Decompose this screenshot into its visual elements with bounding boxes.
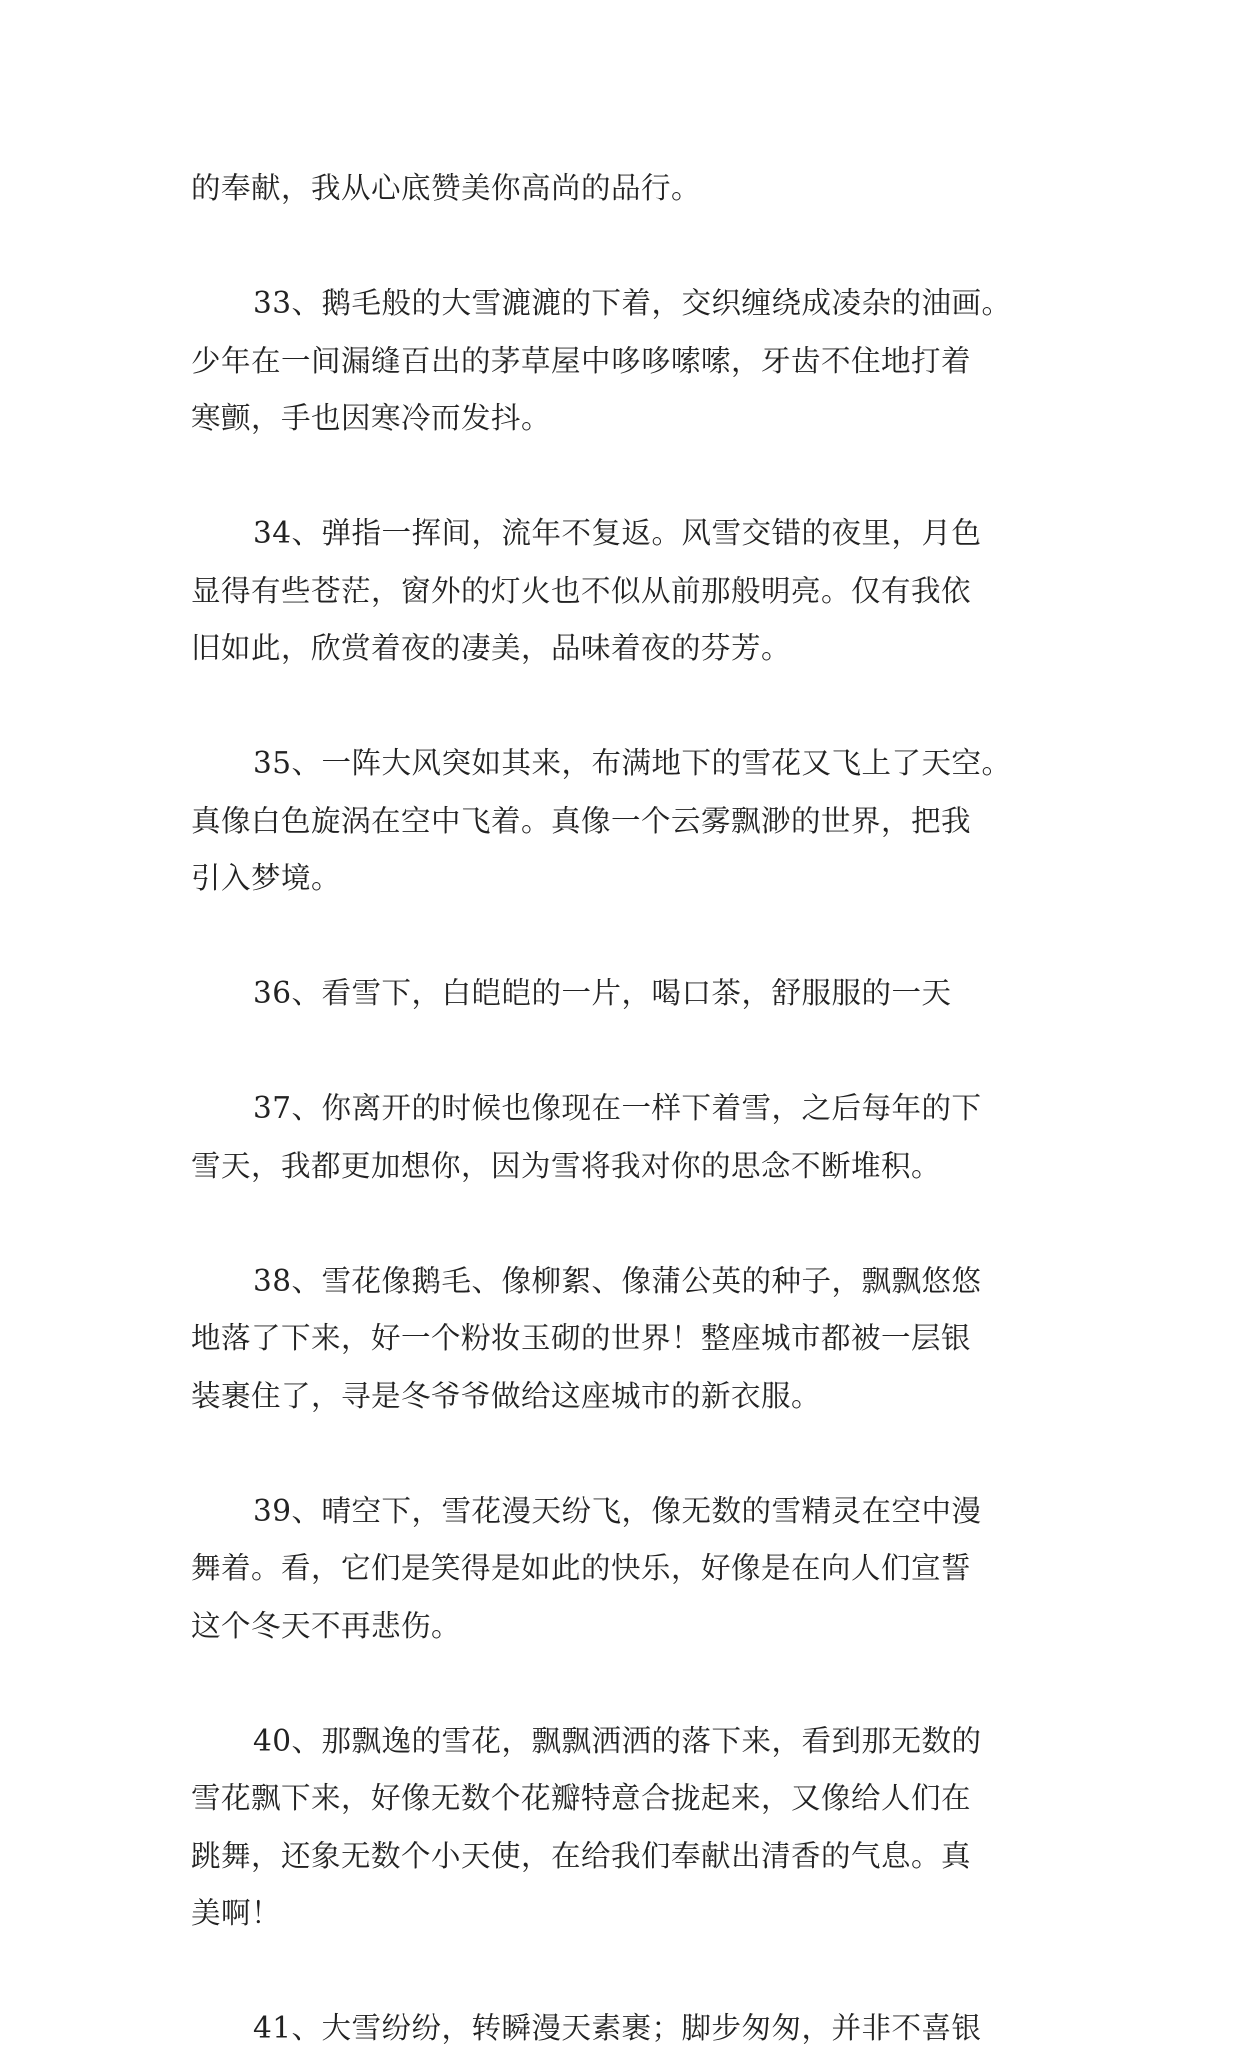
paragraph-first-line: 39、晴空下，雪花漫天纷飞，像无数的雪精灵在空中漫 [253,1493,982,1528]
body-text [191,160,1071,2058]
paragraph-first-line: 35、一阵大风突如其来，布满地下的雪花又飞上了天空。 [253,746,1012,780]
paragraph-gap [191,1195,1071,1253]
paragraph-gap [191,1425,1071,1483]
paragraph-line: 的奉献，我从心底赞美你高尚的品行。 [191,171,702,205]
paragraph-first-line: 41、大雪纷纷，转瞬漫天素裹；脚步匆匆，并非不喜银 [253,2011,982,2045]
paragraph-first-line: 37、你离开的时候也像现在一样下着雪，之后每年的下 [253,1091,982,1125]
paragraph-line: 装裹住了，寻是冬爷爷做给这座城市的新衣服。 [191,1378,822,1413]
paragraph-first-line: 40、那飘逸的雪花，飘飘洒洒的落下来，看到那无数的 [253,1723,982,1758]
paragraph-line: 雪天，我都更加想你，因为雪将我对你的思念不断堆积。 [191,1148,942,1183]
paragraph-gap [191,1943,1071,2001]
paragraph-line: 美啊！ [191,1896,282,1930]
paragraph-line: 地落了下来，好一个粉妆玉砌的世界！整座城市都被一层银 [191,1321,972,1355]
paragraph-line: 跳舞，还象无数个小天使，在给我们奉献出清香的气息。真 [191,1838,972,1873]
paragraph-line: 旧如此，欣赏着夜的凄美，品味着夜的芬芳。 [191,631,792,665]
paragraph-line: 引入梦境。 [191,861,342,895]
paragraph-line: 这个冬天不再悲伤。 [191,1608,462,1643]
paragraph-line: 舞着。看，它们是笑得是如此的快乐，好像是在向人们宣誓 [191,1551,972,1585]
paragraph-first-line: 38、雪花像鹅毛、像柳絮、像蒲公英的种子，飘飘悠悠 [253,1263,982,1298]
paragraph-first-line: 36、看雪下，白皑皑的一片，喝口茶，舒服服的一天 [253,976,952,1010]
paragraph-gap [191,448,1071,506]
paragraph-gap [191,678,1071,736]
paragraph-gap [191,1023,1071,1081]
paragraph-gap [191,1655,1071,1713]
paragraph-gap [191,908,1071,966]
paragraph-gap [191,218,1071,276]
paragraph-line: 寒颤，手也因寒冷而发抖。 [191,401,552,435]
paragraph-line: 雪花飘下来，好像无数个花瓣特意合拢起来，又像给人们在 [191,1781,972,1815]
paragraph-line: 少年在一间漏缝百出的茅草屋中哆哆嗦嗦，牙齿不住地打着 [191,343,972,378]
paragraph-line: 真像白色旋涡在空中飞着。真像一个云雾飘渺的世界，把我 [191,803,972,838]
paragraph-first-line: 34、弹指一挥间，流年不复返。风雪交错的夜里，月色 [253,516,982,550]
paragraph-line: 显得有些苍茫，窗外的灯火也不似从前那般明亮。仅有我依 [191,573,972,608]
paragraph-first-line: 33、鹅毛般的大雪漉漉的下着，交织缠绕成凌杂的油画。 [253,286,1012,320]
